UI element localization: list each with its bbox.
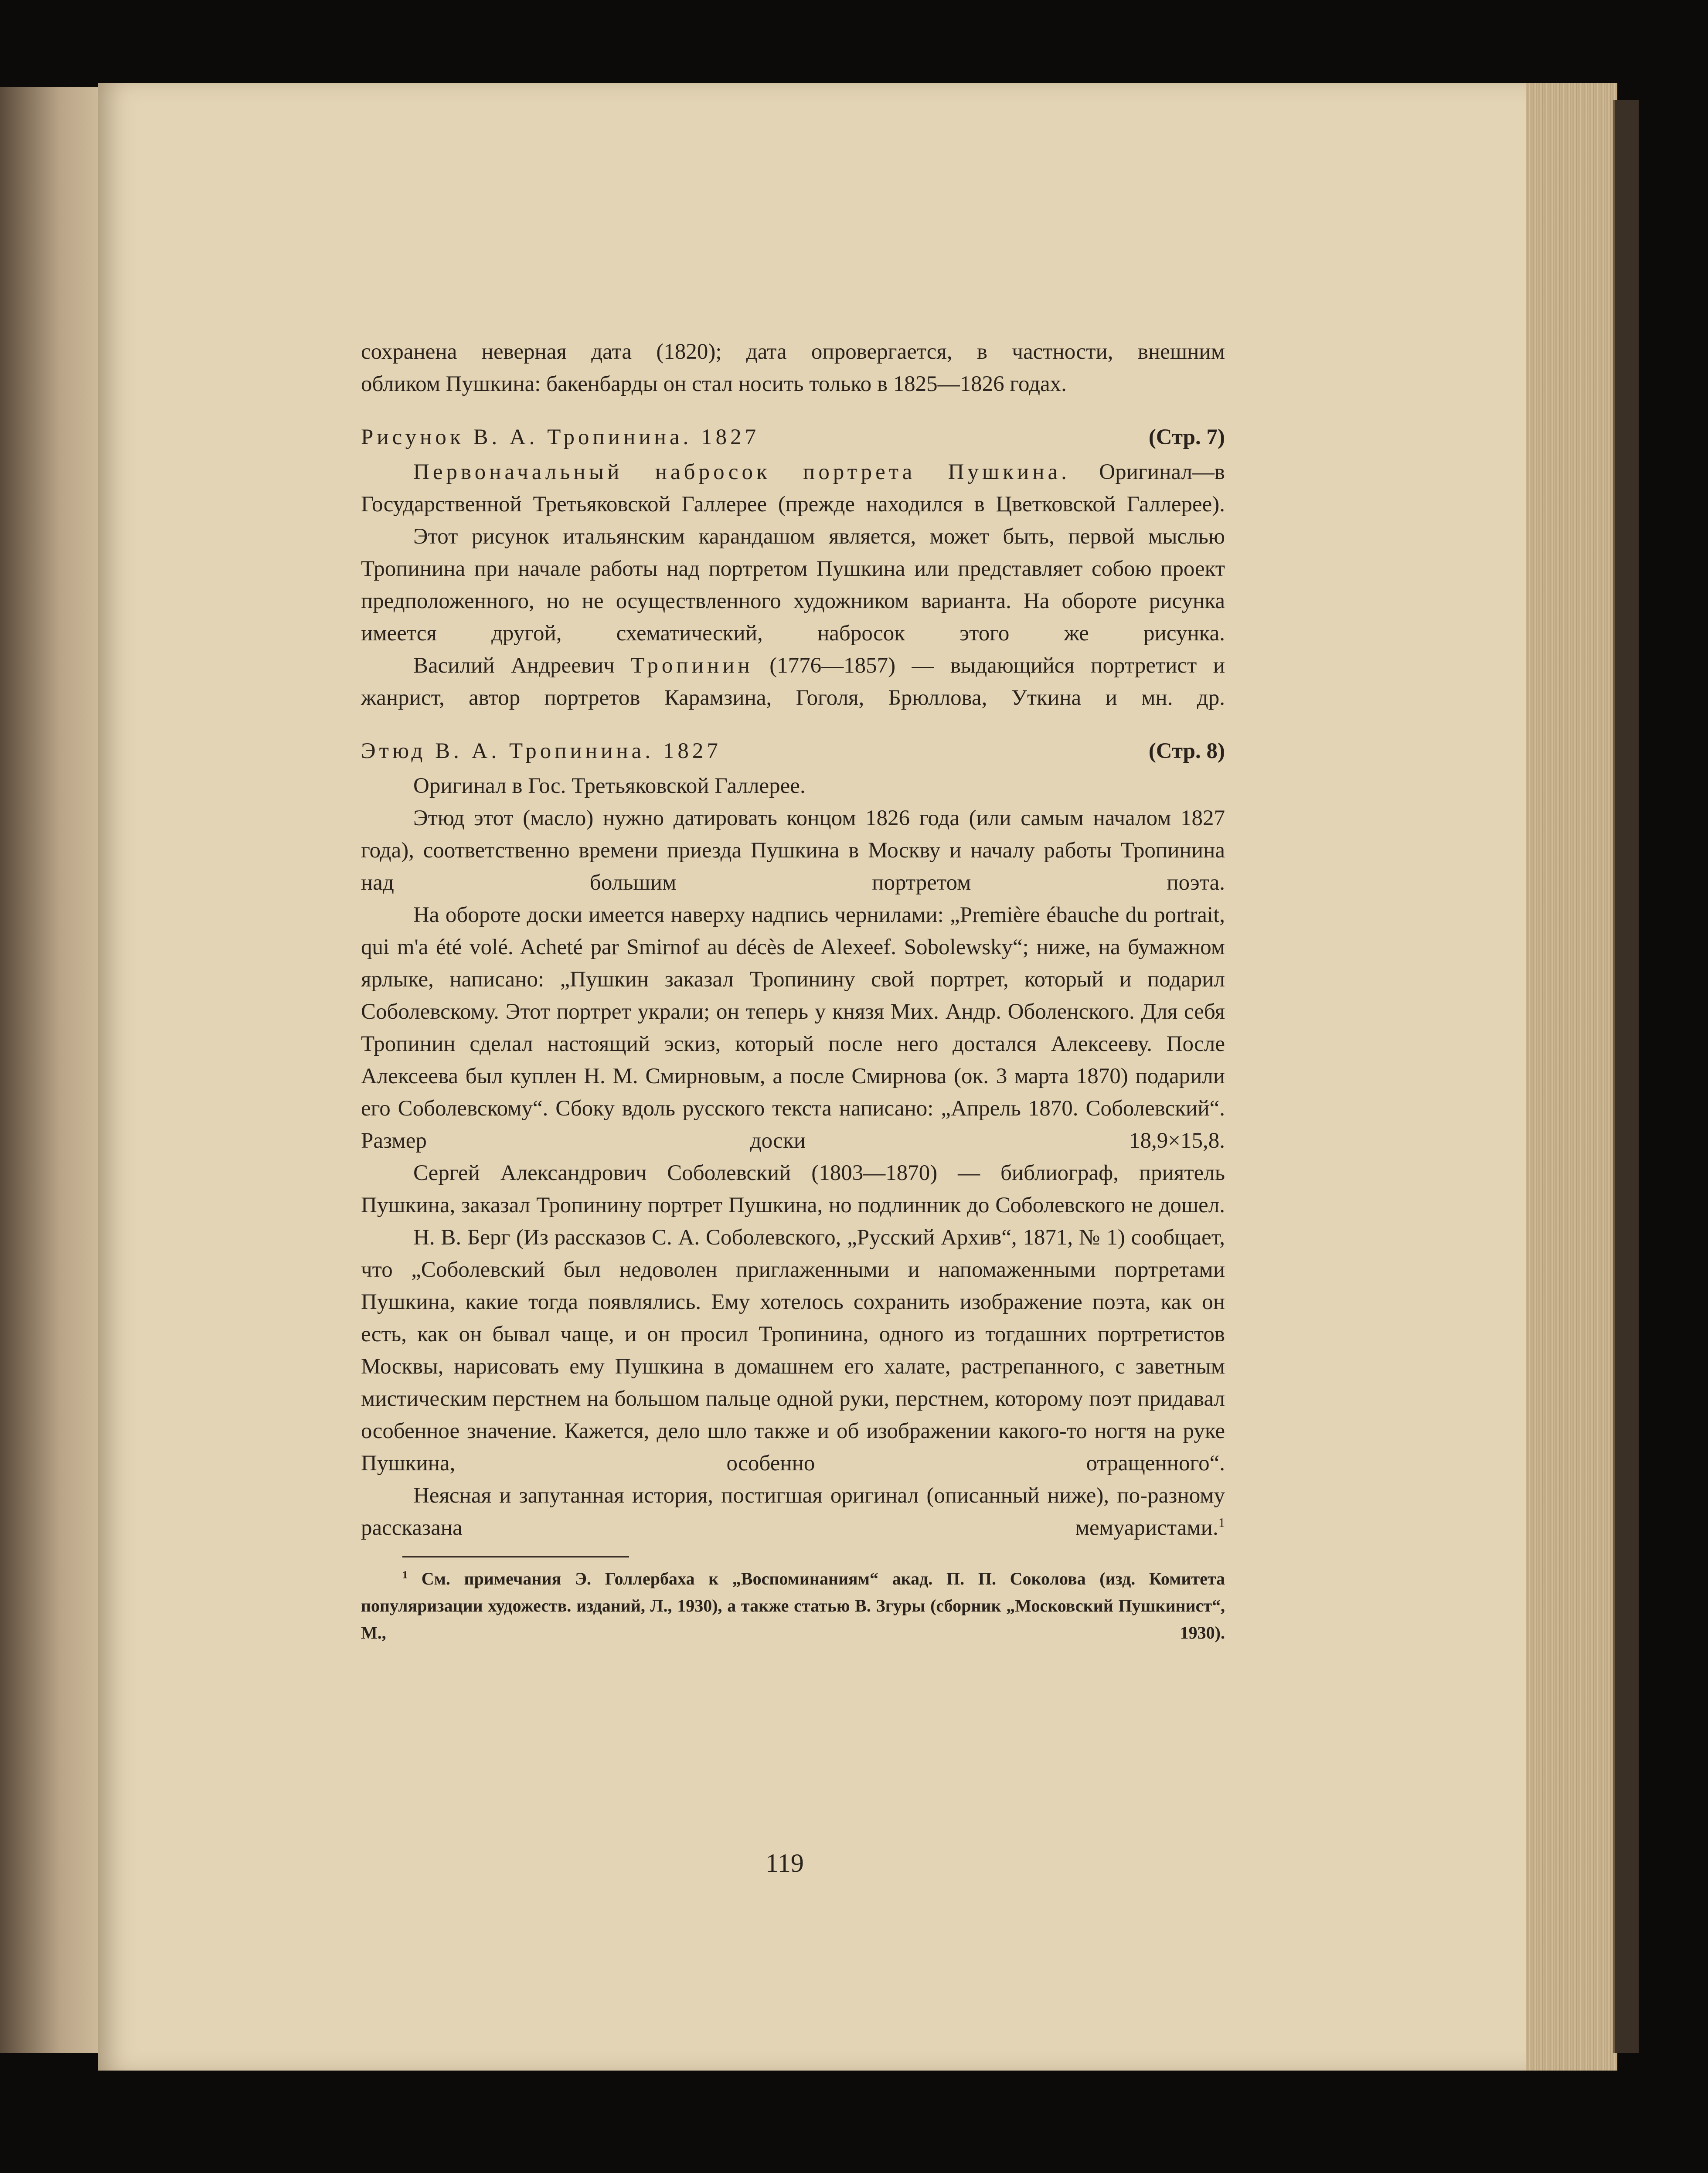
paragraph: Этот рисунок итальянским карандашом является, может быть, первой мыслью Тропинина при начале работы над портретом Пушкина или представляет собою проект предположенного, но не осуществленного художником варианта. На обороте рисунка имеется другой, схематический, набросок этого же рисунка. bbox=[361, 524, 1225, 646]
paragraph: На обороте доски имеется наверху надпись чернилами: „Première ébauche du portrait, qui m'a été volé. Acheté par Smirnof au décès de Alexeef. Sobolewsky“; ниже, на бумажном ярлыке, написано: „Пушкин заказал Тропинину свой портрет, который и подарил Соболевскому. Этот портрет украли; он теперь у князя Мих. Андр. Оболенского. Для себя Тропинин сделал настоящий эскиз, который после него достался Алексееву. После Алексеева был куплен Н. М. Смирновым, а после Смирнова (ок. 3 марта 1870) подарили его Соболевскому“. Сбоку вдоль русского текста написано: „Апрель 1870. Соболевский“. Размер доски 18,9×15,8. bbox=[361, 903, 1225, 1153]
section-title: Этюд В. А. Тропинина. 1827 bbox=[361, 739, 721, 763]
page-reference: (Стр. 8) bbox=[1148, 739, 1225, 763]
intro-line-2: обликом Пушкина: бакенбарды он стал носить только в 1825—1826 годах. bbox=[361, 372, 1067, 396]
footnote-text: См. примечания Э. Голлербаха к „Воспоминаниям“ акад. П. П. Соколова (изд. Комитета популяризации художеств. изданий, Л., 1930), а также статью В. Згуры (сборник „Московский Пушкинист“, М., 1930). bbox=[361, 1569, 1225, 1643]
page-text bbox=[361, 336, 1225, 1646]
paragraph: Оригинал в Гос. Третьяковской Галлерее. bbox=[413, 774, 806, 798]
section-heading-study bbox=[361, 735, 1225, 767]
paragraph: Сергей Александрович Соболевский (1803—1870) — библиограф, приятель Пушкина, заказал Тропинину портрет Пушкина, но подлинник до Соболевского не дошел. bbox=[361, 1161, 1225, 1217]
intro-line-1: сохранена неверная дата (1820); дата опровергается, в частности, внешним bbox=[361, 340, 1225, 364]
book-cover-edge bbox=[1613, 100, 1639, 2053]
paragraph-text: (1776—1857) — выдающийся портретист и жанрист, автор портретов Карамзина, Гоголя, Брюллова, Уткина и мн. др. bbox=[361, 653, 1225, 710]
spaced-name: Тропинин bbox=[631, 653, 753, 678]
paragraph bbox=[361, 456, 1225, 520]
paragraph: Этюд этот (масло) нужно датировать концом 1826 года (или самым началом 1827 года), соответственно времени приезда Пушкина в Москву и началу работы Тропинина над большим портретом поэта. bbox=[361, 806, 1225, 895]
left-page-edge bbox=[0, 87, 109, 2053]
section-heading-drawing bbox=[361, 421, 1225, 453]
page-number: 119 bbox=[766, 1849, 804, 1877]
section-title: Рисунок В. А. Тропинина. 1827 bbox=[361, 425, 760, 449]
footnote-marker: 1 bbox=[402, 1569, 408, 1581]
paragraph: Н. В. Берг (Из рассказов С. А. Соболевского, „Русский Архив“, 1871, № 1) сообщает, что „Соболевский был недоволен приглаженными и напомаженными портретами Пушкина, какие тогда появлялись. Ему хотелось сохранить изображение поэта, как он есть, как он бывал чаще, и он просил Тропинина, одного из тогдашних портретистов Москвы, нарисовать ему Пушкина в домашнем его халате, растрепанного, с заветным мистическим перстнем на большом пальце одной руки, перстнем, которому поэт придавал особенное значение. Кажется, дело шло также и об изображении какого-то ногтя на руке Пушкина, особенно отращенного“. bbox=[361, 1225, 1225, 1476]
spaced-title: Первоначальный набросок портрета Пушкина. bbox=[413, 460, 1070, 484]
paragraph bbox=[361, 1479, 1225, 1544]
page-reference: (Стр. 7) bbox=[1148, 425, 1225, 449]
footnote-rule bbox=[402, 1556, 629, 1557]
page-stack-edge bbox=[1526, 83, 1617, 2071]
paragraph bbox=[361, 650, 1225, 714]
paragraph-text: Оригинал—в Государственной Третьяковской Галлерее (прежде находился в Цветковской Галлерее). bbox=[361, 460, 1225, 517]
paragraph-text: Неясная и запутанная история, постигшая оригинал (описанный ниже), по-разному рассказана мемуаристами. bbox=[361, 1483, 1225, 1540]
paragraph-text: Василий Андреевич bbox=[413, 653, 631, 678]
footnote-marker: 1 bbox=[1218, 1515, 1225, 1530]
footnote bbox=[361, 1565, 1225, 1646]
